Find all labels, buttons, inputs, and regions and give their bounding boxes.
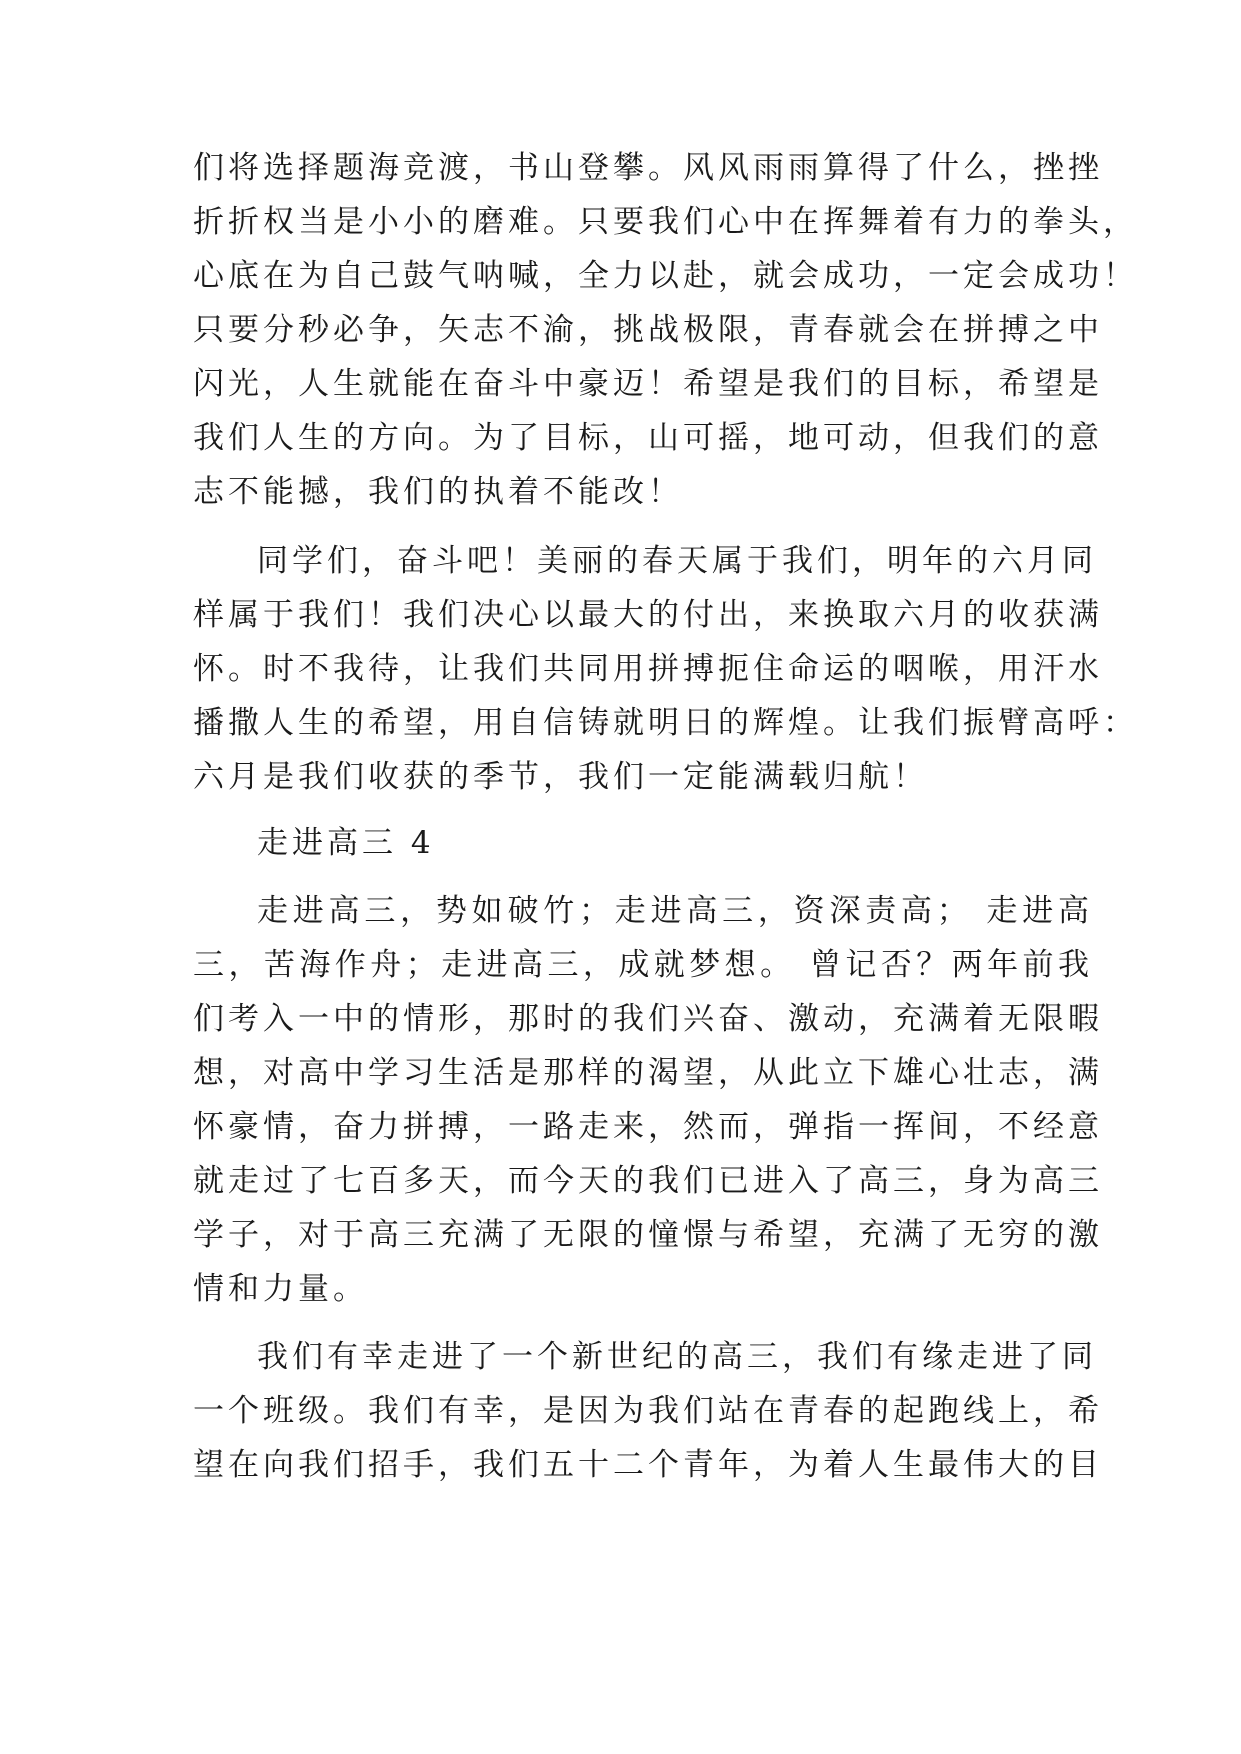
text-line-13: 走进高三，势如破竹；走进高三，资深责高； 走进高 <box>257 893 1093 929</box>
text-line-22: 一个班级。我们有幸，是因为我们站在青春的起跑线上，希 <box>193 1393 1103 1429</box>
text-line-23: 望在向我们招手，我们五十二个青年，为着人生最伟大的目 <box>193 1447 1103 1483</box>
text-line-17: 怀豪情，奋力拼搏，一路走来，然而，弹指一挥间，不经意 <box>193 1109 1103 1145</box>
text-line-15: 们考入一中的情形，那时的我们兴奋、激动，充满着无限暇 <box>193 1001 1103 1037</box>
text-line-14: 三，苦海作舟；走进高三，成就梦想。 曾记否？两年前我 <box>193 947 1093 983</box>
text-line-2: 折折权当是小小的磨难。只要我们心中在挥舞着有力的拳头， <box>193 204 1138 240</box>
text-line-3: 心底在为自己鼓气呐喊，全力以赴，就会成功，一定会成功！ <box>193 258 1138 294</box>
text-line-18: 就走过了七百多天，而今天的我们已进入了高三，身为高三 <box>193 1163 1103 1199</box>
text-line-1: 们将选择题海竞渡，书山登攀。风风雨雨算得了什么，挫挫 <box>193 150 1103 186</box>
text-line-21: 我们有幸走进了一个新世纪的高三，我们有缘走进了同 <box>257 1339 1097 1375</box>
text-line-6: 我们人生的方向。为了目标，山可摇，地可动，但我们的意 <box>193 420 1103 456</box>
text-line-5: 闪光，人生就能在奋斗中豪迈！希望是我们的目标，希望是 <box>193 366 1103 402</box>
text-line-11: 播撒人生的希望，用自信铸就明日的辉煌。让我们振臂高呼： <box>193 705 1138 741</box>
text-line-4: 只要分秒必争，矢志不渝，挑战极限，青春就会在拼搏之中 <box>193 312 1103 348</box>
text-line-19: 学子，对于高三充满了无限的憧憬与希望，充满了无穷的激 <box>193 1217 1103 1253</box>
section-heading: 走进高三 4 <box>257 825 435 861</box>
text-line-9: 样属于我们！我们决心以最大的付出，来换取六月的收获满 <box>193 597 1103 633</box>
text-line-20: 情和力量。 <box>193 1271 368 1307</box>
text-line-8: 同学们，奋斗吧！美丽的春天属于我们，明年的六月同 <box>257 543 1097 579</box>
text-line-16: 想，对高中学习生活是那样的渴望，从此立下雄心壮志，满 <box>193 1055 1103 1091</box>
text-line-10: 怀。时不我待，让我们共同用拼搏扼住命运的咽喉，用汗水 <box>193 651 1103 687</box>
text-line-7: 志不能撼，我们的执着不能改！ <box>193 474 683 510</box>
text-line-12: 六月是我们收获的季节，我们一定能满载归航！ <box>193 759 928 795</box>
